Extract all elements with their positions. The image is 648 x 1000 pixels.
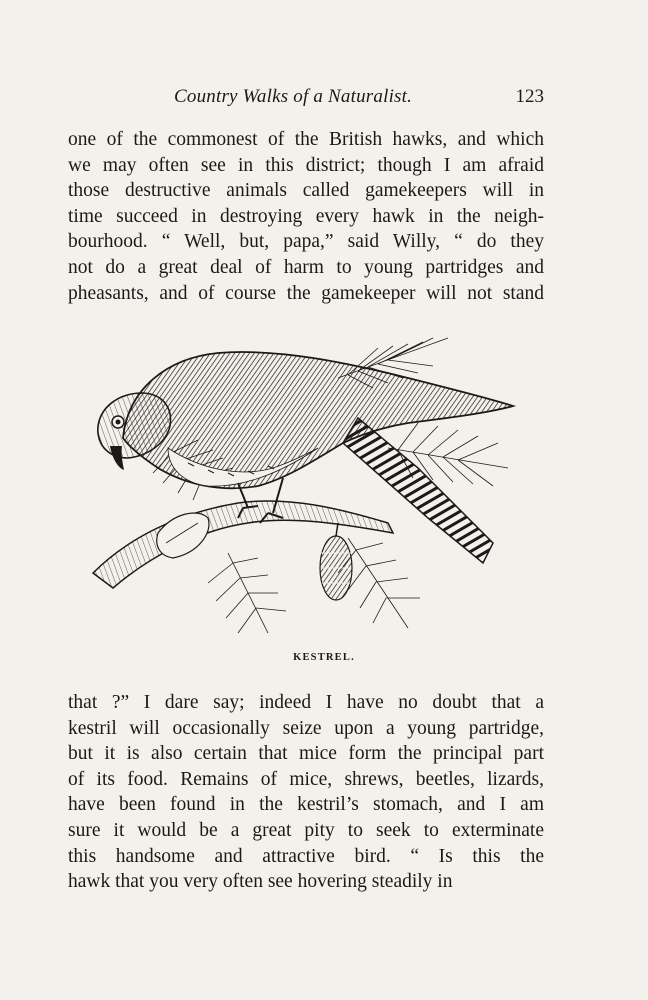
text-line: pheasants, and of course the gamekeeper will not stand (68, 282, 544, 304)
pine-cone (320, 523, 352, 600)
text-line: those destructive animals called gamekeepers will in (68, 180, 544, 202)
text-line: that ?” I dare say; indeed I have no doubt that a (68, 692, 544, 713)
text-line: kestril will occasionally seize upon a young partridge, (68, 717, 544, 739)
page-number: 123 (515, 86, 544, 107)
text-line: have been found in the kestril’s stomach, and I am (68, 794, 544, 816)
text-line: this handsome and attractive bird. “ Is this the (68, 845, 544, 867)
text-line: we may often see in this district; though I am afraid (68, 154, 544, 176)
kestrel-illustration (88, 318, 528, 648)
text-block-bottom (68, 690, 544, 895)
prey-mouse (157, 513, 209, 558)
text-line: not do a great deal of harm to young partridges and (68, 256, 544, 278)
kestrel-tail (343, 418, 493, 563)
text-block-top (68, 127, 544, 306)
text-line: but it is also certain that mice form the principal part (68, 743, 544, 765)
text-line: time succeed in destroying every hawk in the neigh- (68, 205, 544, 227)
text-line: bourhood. “ Well, but, papa,” said Willy, “ do they (68, 231, 544, 253)
text-line: hawk that you very often see hovering steadily in (68, 871, 453, 893)
figure-caption: KESTREL. (293, 652, 355, 663)
running-title: Country Walks of a Naturalist. (174, 86, 413, 107)
text-line: one of the commonest of the British hawks, and which (68, 129, 544, 150)
text-line: sure it would be a great pity to seek to exterminate (68, 819, 544, 841)
text-line: of its food. Remains of mice, shrews, beetles, lizards, (68, 768, 544, 790)
page-header (68, 86, 544, 116)
